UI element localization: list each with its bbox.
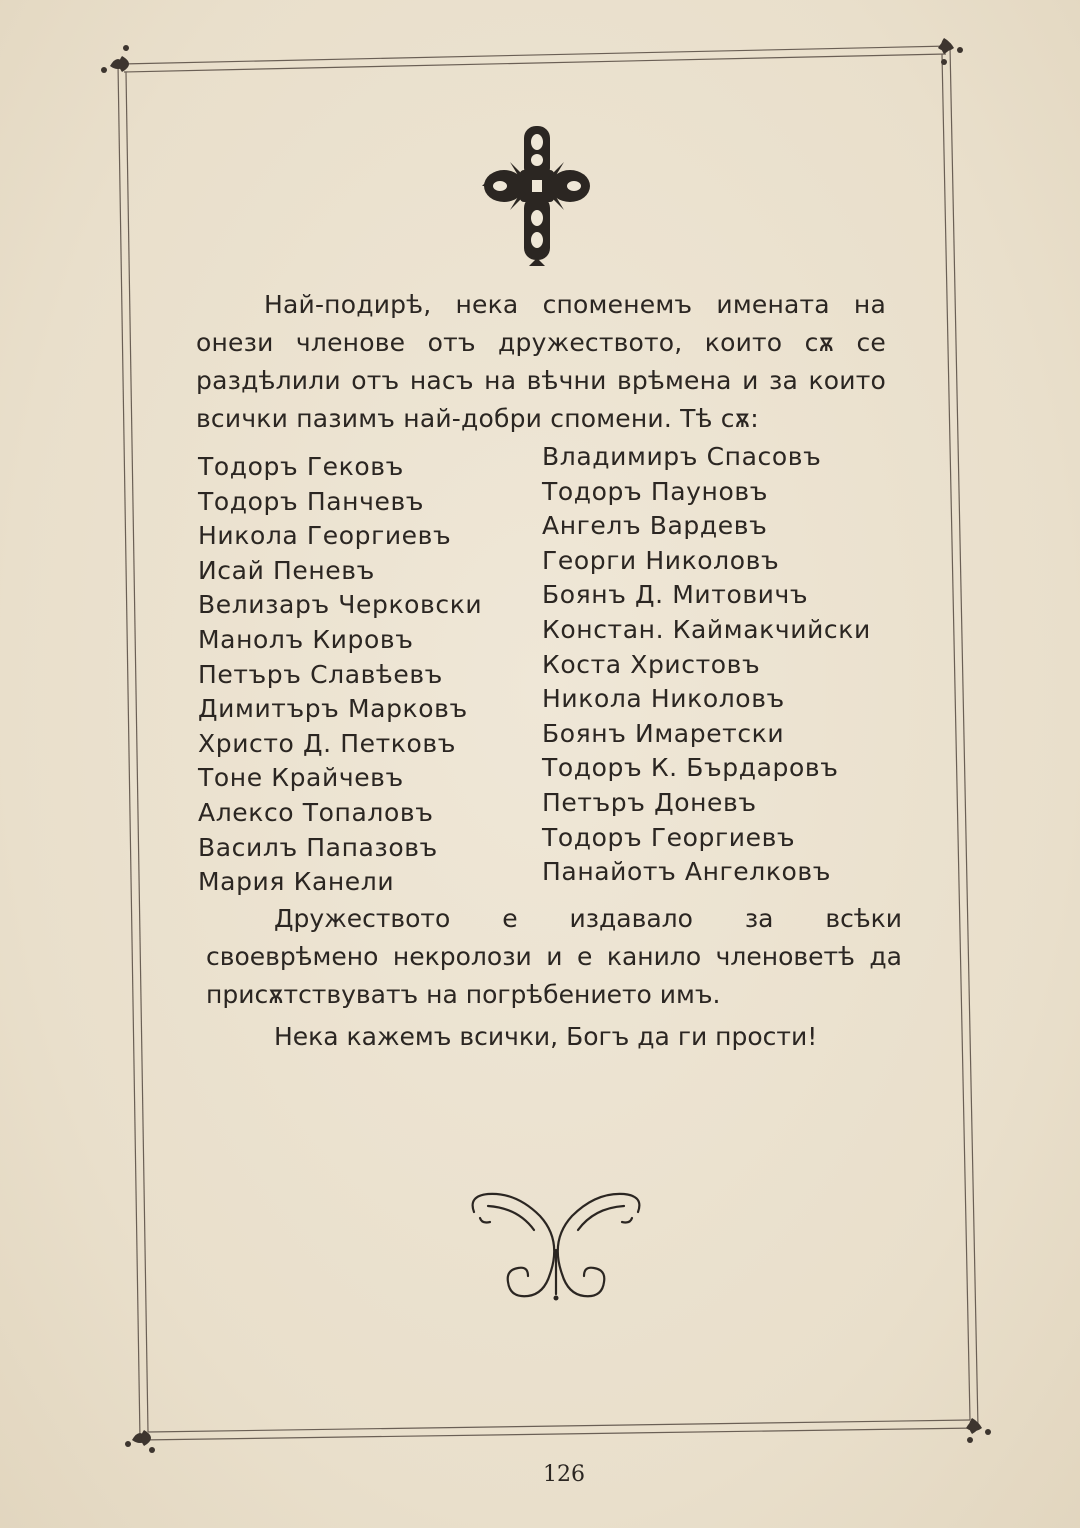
list-item: Велизаръ Черковски — [198, 590, 483, 620]
list-item: Тодоръ Гековъ — [198, 452, 404, 481]
list-item: Никола Николовъ — [542, 684, 785, 714]
names-list-right — [542, 440, 871, 890]
list-item: Ангелъ Вардевъ — [542, 511, 768, 541]
list-item: Никола Георгиевъ — [198, 521, 452, 551]
list-item: Тоне Крайчевъ — [198, 763, 404, 793]
list-item: Тодоръ Пауновъ — [542, 476, 768, 506]
list-item: Тодоръ Георгиевъ — [542, 822, 796, 852]
intro-paragraph: Най-подирѣ, нека споменемъ имената на онези членове отъ дружеството, които сѫ се раздѣлили отъ насъ на вѣчни врѣмена и за които всички пазимъ най-добри спомени. Тѣ сѫ: — [196, 290, 886, 433]
fleuron-bottom-right-icon — [966, 1418, 991, 1443]
list-item: Коста Христовъ — [542, 649, 761, 679]
page-number: 126 — [543, 1462, 585, 1487]
obituaries-paragraph: Дружеството е издавало за всѣки своеврѣмено некролози и е канило членоветѣ да присѫтствуватъ на погрѣбението имъ. — [206, 904, 902, 1009]
list-item: Христо Д. Петковъ — [198, 728, 456, 758]
list-item: Манолъ Кировъ — [198, 624, 414, 654]
list-item: Мария Канели — [198, 867, 395, 897]
fleuron-bottom-left-icon — [125, 1430, 155, 1453]
list-item: Боянъ Д. Митовичъ — [542, 580, 809, 610]
list-item: Констан. Каймакчийски — [542, 614, 871, 644]
names-list-left — [198, 450, 482, 900]
list-item: Димитъръ Марковъ — [198, 694, 468, 724]
list-item: Тодоръ К. Бърдаровъ — [542, 753, 839, 783]
ornamental-cross-icon — [482, 122, 592, 268]
list-item: Владимиръ Спасовъ — [542, 442, 822, 471]
list-item: Алексо Топаловъ — [198, 797, 434, 827]
list-item: Исай Пеневъ — [198, 555, 375, 585]
list-item: Боянъ Имаретски — [542, 718, 785, 748]
closing-paragraph: Нека кажемъ всички, Богъ да ги прости! — [274, 1022, 818, 1051]
list-item: Петъръ Доневъ — [542, 787, 757, 817]
list-item: Тодоръ Панчевъ — [198, 486, 425, 516]
fleuron-top-left-icon — [101, 45, 129, 73]
list-item: Панайотъ Ангелковъ — [542, 857, 832, 887]
list-item: Петъръ Славѣевъ — [198, 659, 443, 689]
scroll-vignette-icon — [466, 1190, 646, 1306]
list-item: Василъ Папазовъ — [198, 832, 438, 862]
list-item: Георги Николовъ — [542, 545, 780, 575]
